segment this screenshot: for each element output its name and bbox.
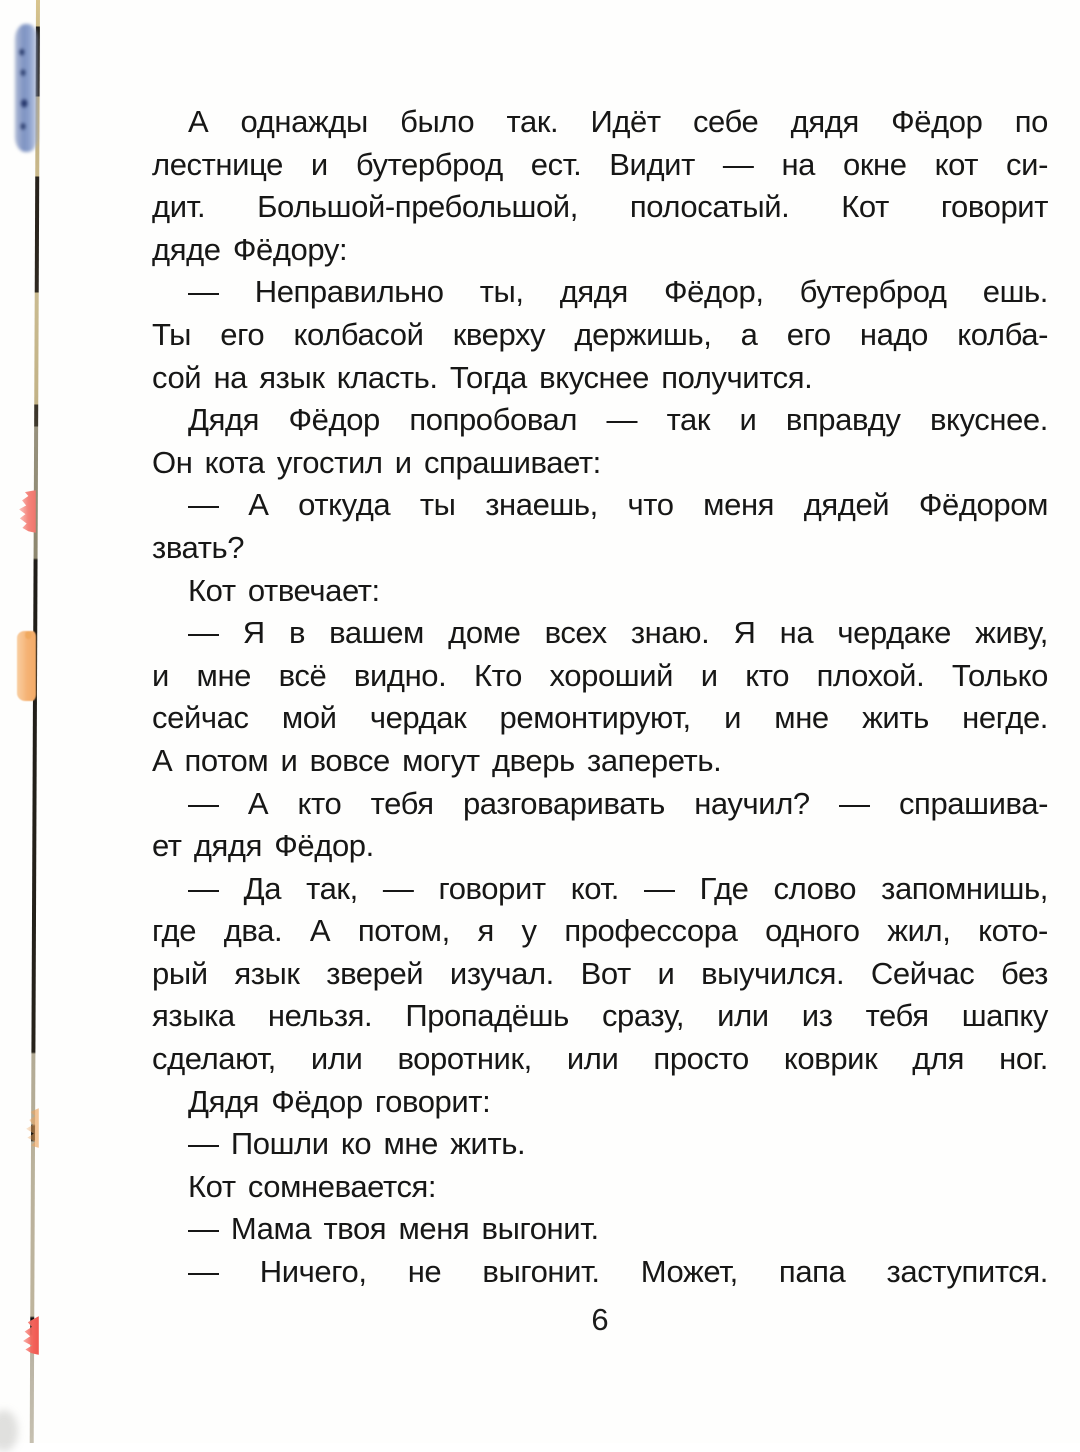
paragraph	[152, 1123, 1048, 1166]
text-line: — Ничего, не выгонит. Может, папа заступится.	[188, 1254, 1048, 1290]
text-line: Кот сомневается:	[188, 1168, 437, 1204]
paragraph	[152, 101, 1048, 271]
text-line: дяде Фёдору:	[152, 231, 348, 267]
paragraph	[152, 1208, 1048, 1251]
paragraph	[152, 1166, 1048, 1209]
text-line: рый язык зверей изучал. Вот и выучился. Сейчас без	[152, 955, 1048, 991]
text-line: звать?	[152, 529, 245, 565]
page-corner-shadow	[0, 1410, 18, 1452]
text-line: — А откуда ты знаешь, что меня дядей Фёдором	[188, 487, 1048, 523]
paragraph	[152, 868, 1048, 1081]
red-paint-smudge	[23, 1316, 39, 1355]
story-text	[152, 101, 1048, 1294]
text-line: — Пошли ко мне жить.	[188, 1126, 526, 1162]
text-line: сейчас мой чердак ремонтируют, и мне жить негде.	[152, 700, 1048, 736]
pink-paint-smudge	[19, 490, 36, 533]
text-line: — Да так, — говорит кот. — Где слово запомнишь,	[188, 870, 1048, 906]
paragraph	[152, 783, 1048, 868]
paragraph	[152, 271, 1048, 399]
text-line: дит. Большой-пребольшой, полосатый. Кот говорит	[152, 189, 1048, 225]
text-line: Дядя Фёдор попробовал — так и вправду вкуснее.	[188, 402, 1048, 438]
text-line: лестнице и бутерброд ест. Видит — на окне кот си-	[152, 146, 1048, 182]
text-line: Ты его колбасой кверху держишь, а его надо колба-	[152, 316, 1048, 352]
text-line: Кот отвечает:	[188, 572, 380, 608]
orange-paint-smudge	[17, 631, 36, 701]
text-line: и мне всё видно. Кто хороший и кто плохой. Только	[152, 657, 1048, 693]
text-line: — Мама твоя меня выгонит.	[188, 1211, 599, 1247]
text-line: — Неправильно ты, дядя Фёдор, бутерброд ешь.	[188, 274, 1048, 310]
paragraph	[152, 399, 1048, 484]
paragraph	[152, 484, 1048, 569]
text-line: ет дядя Фёдор.	[152, 828, 374, 864]
text-line: сделают, или воротник, или просто коврик для ног.	[152, 1041, 1048, 1077]
paragraph	[152, 570, 1048, 613]
page-number: 6	[591, 1302, 609, 1337]
text-line: — Я в вашем доме всех знаю. Я на чердаке живу,	[188, 615, 1048, 651]
binding-edge-line	[30, 0, 40, 1443]
text-line: сой на язык класть. Тогда вкуснее получится.	[152, 359, 813, 395]
paragraph	[152, 1081, 1048, 1124]
paragraph	[152, 612, 1048, 782]
text-line: где два. А потом, я у профессора одного жил, кото-	[152, 913, 1048, 949]
orange-scribble-mark	[26, 1108, 39, 1148]
paragraph	[152, 1251, 1048, 1294]
text-line: Дядя Фёдор говорит:	[188, 1083, 491, 1119]
blue-ink-smudge	[15, 24, 38, 152]
text-line: А однажды было так. Идёт себе дядя Фёдор по	[188, 104, 1048, 139]
text-line: языка нельзя. Пропадёшь сразу, или из тебя шапку	[152, 998, 1048, 1034]
text-line: Он кота угостил и спрашивает:	[152, 444, 601, 480]
text-line: А потом и вовсе могут дверь запереть.	[152, 742, 722, 778]
text-line: — А кто тебя разговаривать научил? — спрашива-	[188, 785, 1048, 821]
